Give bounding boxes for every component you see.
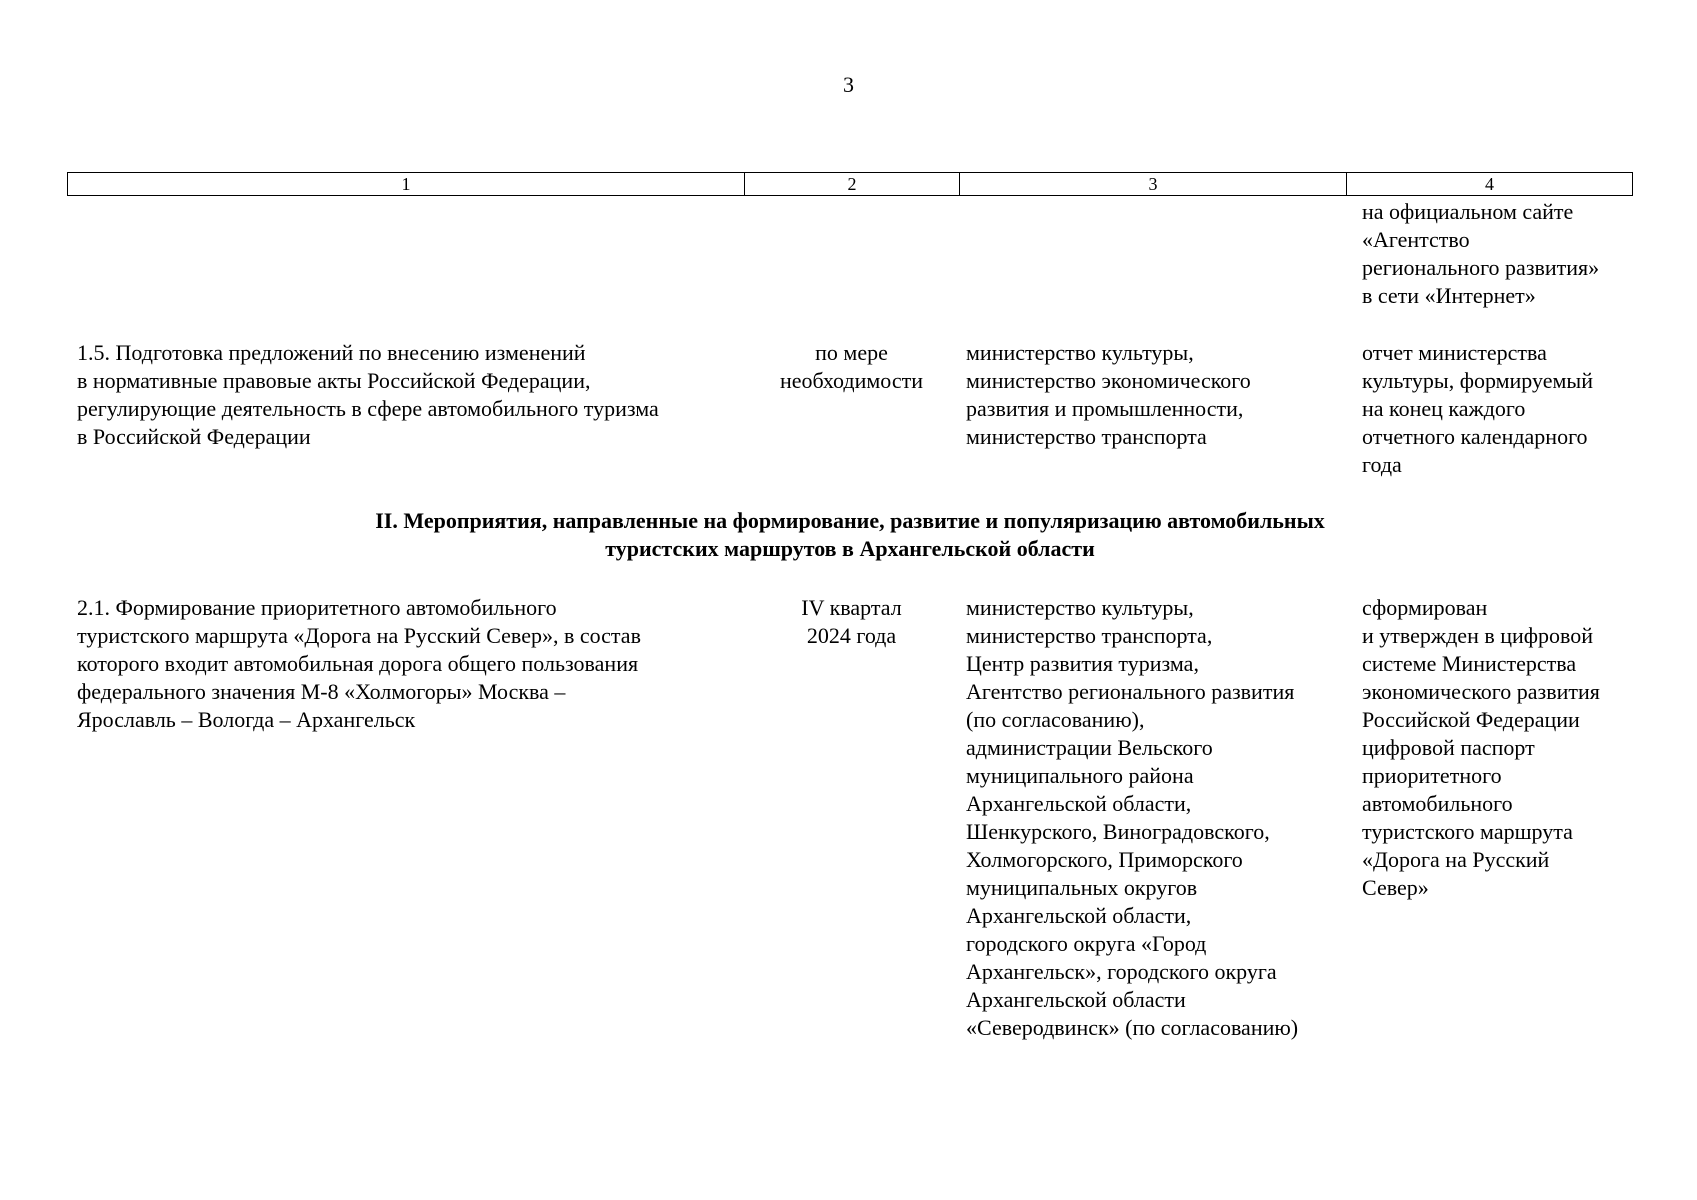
column-header-3: 3	[960, 173, 1347, 195]
row-1-5-result: отчет министерства культуры, формируемый на конец каждого отчетного календарного года	[1362, 340, 1593, 477]
row-1-5-activity: 1.5. Подготовка предложений по внесению изменений в нормативные правовые акты Российской Федерации, регулирующие деятельность в сфере автомобильного туризма в Российской Федерации	[77, 340, 659, 449]
column-header-row	[67, 172, 1633, 196]
column-header-1: 1	[68, 173, 745, 195]
row-1-5-responsible: министерство культуры, министерство экономического развития и промышленности, министерство транспорта	[966, 340, 1251, 449]
continuation-result-cell: на официальном сайте «Агентство регионального развития» в сети «Интернет»	[1362, 199, 1600, 308]
column-header-2: 2	[745, 173, 960, 195]
page-number: 3	[843, 72, 854, 97]
row-2-1-responsible: министерство культуры, министерство транспорта, Центр развития туризма, Агентство регионального развития (по согласованию), администрации Вельского муниципального района Архангельской области, Шенкурского, Виноградовского, Холмогорского, Приморского муниципальных округов Архангельской области, городского округа «Город Архангельск», городского округа Архангельской области «Северодвинск» (по согласованию)	[966, 595, 1299, 1040]
section-title: II. Мероприятия, направленные на формирование, развитие и популяризацию автомобильных туристских маршрутов в Архангельской области	[375, 508, 1325, 561]
row-1-5-deadline: по мере необходимости	[779, 340, 923, 393]
row-2-1-deadline: IV квартал 2024 года	[801, 595, 902, 648]
row-2-1-result: сформирован и утвержден в цифровой системе Министерства экономического развития Российской Федерации цифровой паспорт приоритетного автомобильного туристского маршрута «Дорога на Русский Север»	[1362, 595, 1600, 900]
row-2-1-activity: 2.1. Формирование приоритетного автомобильного туристского маршрута «Дорога на Русский Север», в состав которого входит автомобильная дорога общего пользования федерального значения М-8 «Холмогоры» Москва – Ярославль – Вологда – Архангельск	[77, 595, 641, 732]
column-header-4: 4	[1485, 174, 1494, 194]
